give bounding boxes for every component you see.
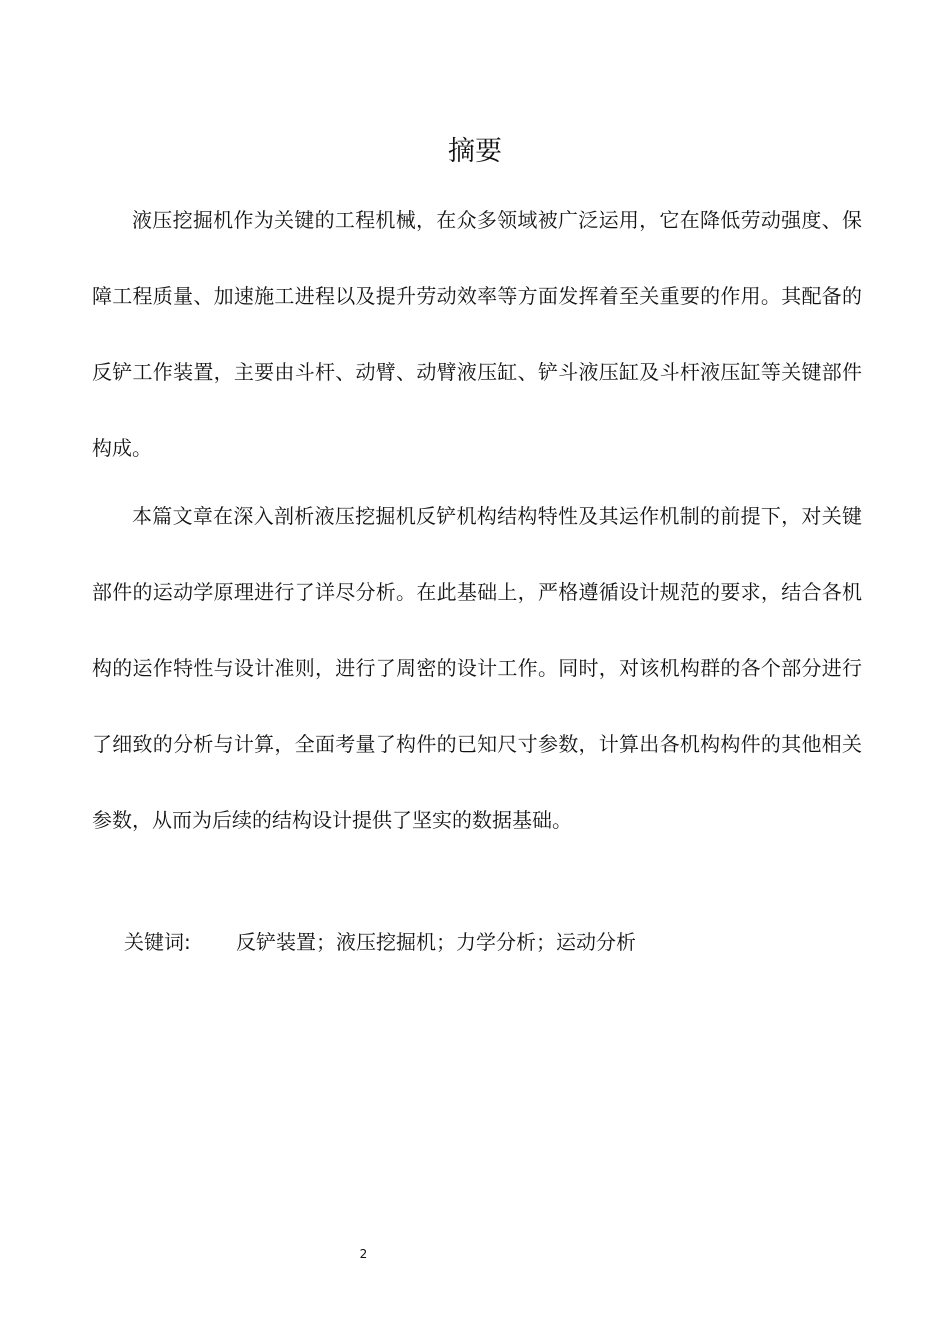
page-number: 2 — [359, 1247, 368, 1261]
abstract-paragraph-2: 本篇文章在深入剖析液压挖掘机反铲机构结构特性及其运作机制的前提下，对关键部件的运动学原理进行了详尽分析。在此基础上，严格遵循设计规范的要求，结合各机构的运作特性与设计准则，进行了周密的设计工作。同时，对该机构群的各个部分进行了细致的分析与计算，全面考量了构件的已知尺寸参数，计算出各机构构件的其他相关参数，从而为后续的结构设计提供了坚实的数据基础。 — [92, 504, 862, 832]
abstract-paragraph-1: 液压挖掘机作为关键的工程机械，在众多领域被广泛运用，它在降低劳动强度、保障工程质量、加速施工进程以及提升劳动效率等方面发挥着至关重要的作用。其配备的反铲工作装置，主要由斗杆、动臂、动臂液压缸、铲斗液压缸及斗杆液压缸等关键部件构成。 — [92, 208, 862, 460]
abstract-title: 摘要 — [448, 136, 502, 167]
keywords-text: 反铲装置；液压挖掘机；力学分析；运动分析 — [236, 930, 636, 954]
keywords-label: 关键词: — [124, 930, 191, 954]
keywords-line — [124, 922, 864, 962]
